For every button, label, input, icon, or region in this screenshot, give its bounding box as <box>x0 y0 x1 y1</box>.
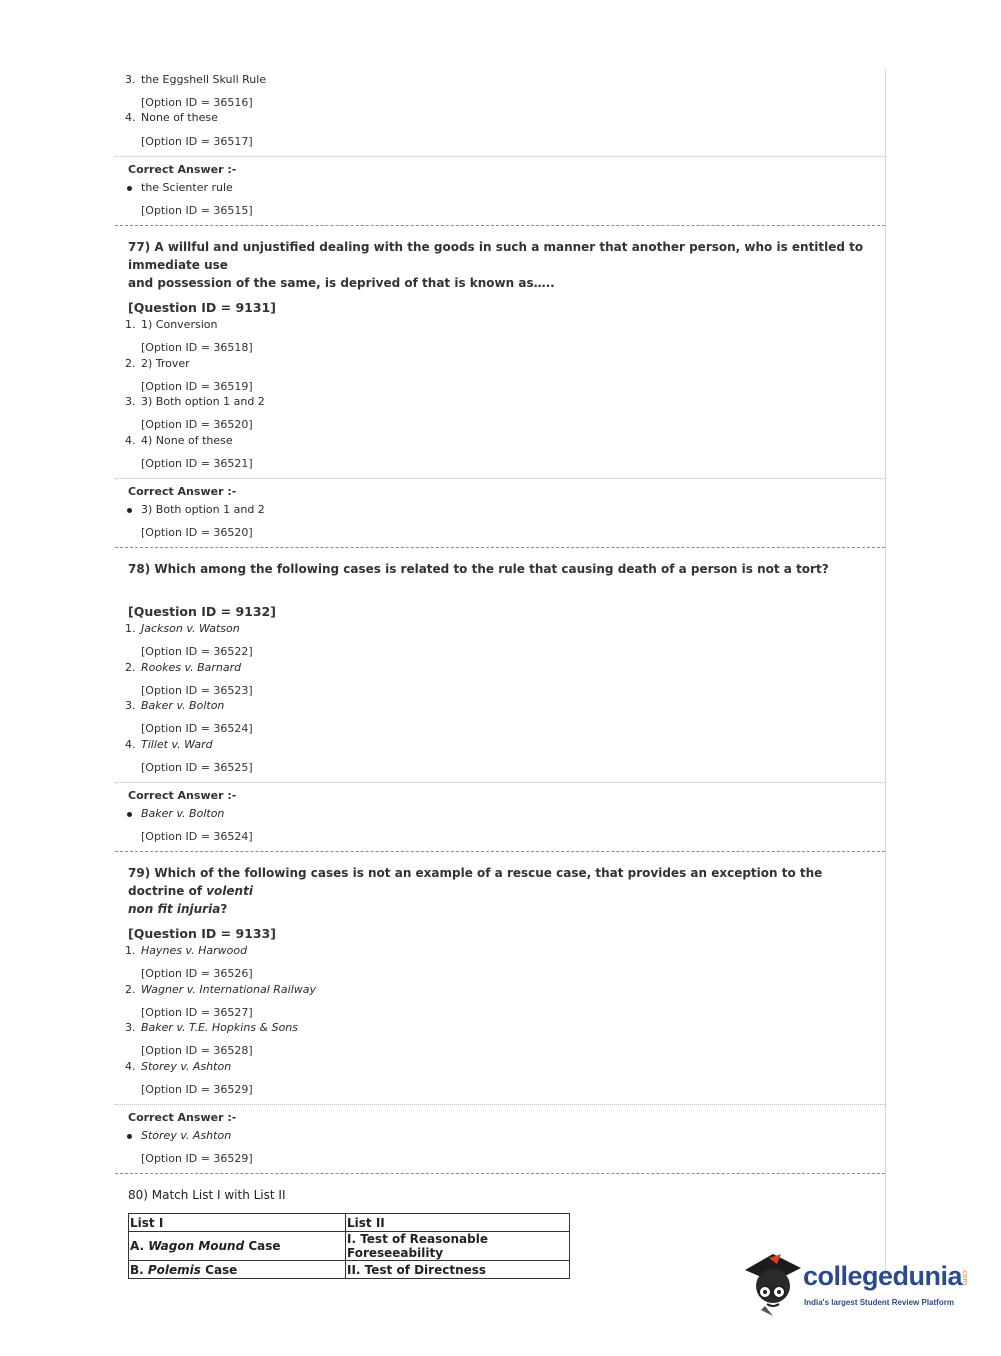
table-row <box>129 1232 570 1261</box>
correct-answer <box>127 503 265 516</box>
logo-com: .com <box>961 1268 969 1286</box>
option-id: [Option ID = 36525] <box>141 761 253 774</box>
correct-answer <box>127 181 233 194</box>
question-id: [Question ID = 9132] <box>128 604 276 619</box>
question-italic: volenti <box>206 884 253 898</box>
cell-prefix: B. <box>130 1262 148 1277</box>
option-row <box>125 738 213 752</box>
option-number: 3. <box>125 1021 136 1034</box>
option-number: 3. <box>125 395 136 408</box>
option-text: Baker v. T.E. Hopkins & Sons <box>141 1021 299 1034</box>
option-id: [Option ID = 36516] <box>141 96 253 109</box>
table-header-cell: List I <box>129 1214 346 1232</box>
correct-answer-label: Correct Answer :- <box>128 789 237 802</box>
option-id: [Option ID = 36518] <box>141 341 253 354</box>
correct-answer-label: Correct Answer :- <box>128 163 237 176</box>
cell-prefix: A. <box>130 1239 149 1253</box>
option-id: [Option ID = 36522] <box>141 645 253 658</box>
option-number: 4. <box>125 111 136 124</box>
cell-suffix: Case <box>200 1262 238 1277</box>
option-row <box>125 434 233 448</box>
option-text: 4) None of these <box>141 434 233 447</box>
option-id: [Option ID = 36528] <box>141 1044 253 1057</box>
option-number: 4. <box>125 434 136 447</box>
option-row <box>125 622 240 636</box>
correct-option-id: [Option ID = 36529] <box>141 1152 253 1165</box>
option-id: [Option ID = 36527] <box>141 1006 253 1019</box>
option-row <box>125 699 224 713</box>
option-number: 1. <box>125 318 136 331</box>
divider <box>115 478 885 479</box>
question-line: 79) Which of the following cases is not an example of a rescue case, that provides an exception to the doctrine of <box>128 866 823 898</box>
option-number: 2. <box>125 983 136 996</box>
option-id: [Option ID = 36524] <box>141 722 253 735</box>
option-number: 4. <box>125 738 136 751</box>
collegedunia-logo <box>743 1248 973 1318</box>
option-text: Tillet v. Ward <box>141 738 213 751</box>
question-line: and possession of the same, is deprived of that is known as….. <box>128 276 555 290</box>
option-number: 2. <box>125 661 136 674</box>
option-id: [Option ID = 36520] <box>141 418 253 431</box>
question-italic: non fit injuria <box>128 902 221 916</box>
divider <box>115 156 885 157</box>
correct-answer <box>127 807 224 820</box>
logo-name: collegedunia <box>803 1261 963 1291</box>
option-text: None of these <box>141 111 218 124</box>
bullet-icon <box>127 812 132 817</box>
option-number: 3. <box>125 699 136 712</box>
logo-tagline: India's largest Student Review Platform <box>804 1298 954 1307</box>
exam-page <box>115 70 886 1280</box>
question-text: 78) Which among the following cases is related to the rule that causing death of a person is not a tort? <box>128 562 829 576</box>
question-text: 80) Match List I with List II <box>128 1188 286 1202</box>
match-table <box>128 1213 570 1279</box>
option-number: 1. <box>125 944 136 957</box>
option-row <box>125 661 241 675</box>
correct-answer-label: Correct Answer :- <box>128 485 237 498</box>
option-text: Baker v. Bolton <box>141 699 225 712</box>
question-text <box>128 864 873 918</box>
option-row <box>125 944 247 958</box>
option-id: [Option ID = 36523] <box>141 684 253 697</box>
question-text <box>128 238 873 292</box>
correct-answer-label: Correct Answer :- <box>128 1111 237 1124</box>
option-number: 2. <box>125 357 136 370</box>
question-end: ? <box>220 902 228 916</box>
option-id: [Option ID = 36517] <box>141 135 253 148</box>
question-id: [Question ID = 9133] <box>128 926 276 941</box>
option-id: [Option ID = 36529] <box>141 1083 253 1096</box>
option-text: Rookes v. Barnard <box>141 661 242 674</box>
question-separator <box>115 547 885 548</box>
option-text: 3) Both option 1 and 2 <box>141 395 265 408</box>
option-number: 1. <box>125 622 136 635</box>
option-text: Storey v. Ashton <box>141 1060 232 1073</box>
option-row <box>125 395 265 409</box>
option-row <box>125 73 266 87</box>
correct-answer-text: Baker v. Bolton <box>141 807 225 820</box>
option-row <box>125 357 190 371</box>
option-row <box>125 111 218 125</box>
table-cell <box>129 1261 346 1279</box>
divider <box>115 1104 885 1105</box>
option-text: Jackson v. Watson <box>141 622 240 635</box>
table-header-cell: List II <box>346 1214 570 1232</box>
bullet-icon <box>127 186 132 191</box>
option-id: [Option ID = 36521] <box>141 457 253 470</box>
correct-answer-text: 3) Both option 1 and 2 <box>141 503 265 516</box>
option-id: [Option ID = 36526] <box>141 967 253 980</box>
correct-option-id: [Option ID = 36524] <box>141 830 253 843</box>
cell-suffix: Case <box>244 1239 281 1253</box>
option-text: 2) Trover <box>141 357 190 370</box>
correct-option-id: [Option ID = 36515] <box>141 204 253 217</box>
mascot-icon <box>743 1248 805 1318</box>
question-id: [Question ID = 9131] <box>128 300 276 315</box>
option-row <box>125 1060 231 1074</box>
bullet-icon <box>127 508 132 513</box>
correct-answer-text: Storey v. Ashton <box>141 1129 232 1142</box>
table-cell <box>129 1232 346 1261</box>
cell-italic: Wagon Mound <box>148 1239 245 1253</box>
question-line: 77) A willful and unjustified dealing with the goods in such a manner that another person, who is entitled to immediate use <box>128 240 864 272</box>
option-id: [Option ID = 36519] <box>141 380 253 393</box>
option-text: 1) Conversion <box>141 318 218 331</box>
table-cell: I. Test of Reasonable Foreseeability <box>346 1232 570 1261</box>
correct-option-id: [Option ID = 36520] <box>141 526 253 539</box>
option-number: 4. <box>125 1060 136 1073</box>
correct-answer <box>127 1129 231 1142</box>
option-row <box>125 318 217 332</box>
option-text: Haynes v. Harwood <box>141 944 248 957</box>
divider <box>115 782 885 783</box>
bullet-icon <box>127 1134 132 1139</box>
question-separator <box>115 1173 885 1174</box>
table-header-row <box>129 1214 570 1232</box>
question-separator <box>115 851 885 852</box>
option-row <box>125 983 316 997</box>
table-cell: II. Test of Directness <box>346 1261 570 1279</box>
question-separator <box>115 225 885 226</box>
option-number: 3. <box>125 73 136 86</box>
option-text: the Eggshell Skull Rule <box>141 73 267 86</box>
option-text: Wagner v. International Railway <box>141 983 317 996</box>
correct-answer-text: the Scienter rule <box>141 181 233 194</box>
option-row <box>125 1021 298 1035</box>
cell-italic: Polemis <box>147 1262 201 1277</box>
table-row <box>129 1261 570 1279</box>
